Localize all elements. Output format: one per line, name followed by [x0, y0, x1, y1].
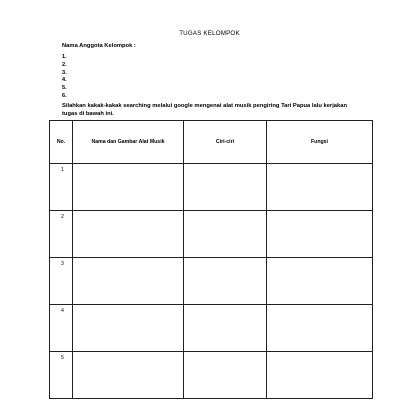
instruction-text: Silahkan kakak-kakak searching melalui google mengenai alat musik pengiring Tari Papua lalu kerjakan tugas di bawah ini.	[62, 103, 348, 118]
document-title: TUGAS KELOMPOK	[179, 30, 240, 37]
table-row	[50, 305, 373, 352]
characteristics-cell[interactable]	[184, 305, 267, 352]
header-characteristics: Ciri-ciri	[184, 121, 267, 164]
instrument-name-cell[interactable]	[73, 258, 184, 305]
function-cell[interactable]	[267, 258, 373, 305]
function-cell[interactable]	[267, 164, 373, 211]
characteristics-cell[interactable]	[184, 258, 267, 305]
member-number: 3.	[62, 69, 67, 76]
table-header-row	[50, 121, 373, 164]
instrument-name-cell[interactable]	[73, 164, 184, 211]
table-row	[50, 258, 373, 305]
row-number: 1	[50, 164, 73, 211]
characteristics-cell[interactable]	[184, 164, 267, 211]
member-number: 2.	[62, 61, 67, 68]
member-number: 5.	[62, 85, 67, 92]
instrument-name-cell[interactable]	[73, 352, 184, 399]
function-cell[interactable]	[267, 352, 373, 399]
instrument-name-cell[interactable]	[73, 211, 184, 258]
member-number: 6.	[62, 92, 67, 99]
characteristics-cell[interactable]	[184, 211, 267, 258]
member-number: 4.	[62, 77, 67, 84]
characteristics-cell[interactable]	[184, 352, 267, 399]
header-function: Fungsi	[267, 121, 373, 164]
row-number: 5	[50, 352, 73, 399]
member-number: 1.	[62, 54, 67, 60]
header-no: No.	[50, 121, 73, 164]
table-row	[50, 164, 373, 211]
row-number: 4	[50, 305, 73, 352]
header-instrument-name: Nama dan Gambar Alat Musik	[73, 121, 184, 164]
task-table	[49, 120, 373, 399]
row-number: 3	[50, 258, 73, 305]
members-label: Nama Anggota Kelompok :	[62, 43, 136, 49]
instrument-name-cell[interactable]	[73, 305, 184, 352]
table-row	[50, 211, 373, 258]
member-list	[62, 54, 67, 101]
table-row	[50, 352, 373, 399]
function-cell[interactable]	[267, 211, 373, 258]
function-cell[interactable]	[267, 305, 373, 352]
row-number: 2	[50, 211, 73, 258]
